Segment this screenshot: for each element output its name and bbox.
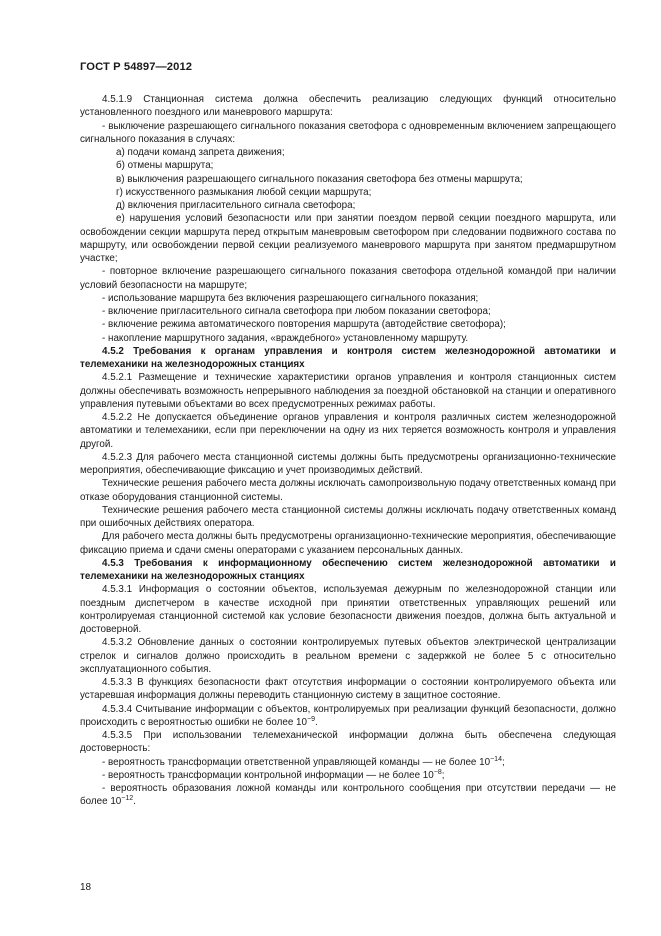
list-item-end: ; xyxy=(441,769,445,781)
sublist-item-e: е) нарушения условий безопасности или при занятии поездом первой секции поездного маршрута, или освобождении секции маршрута перед открытым маневровым светофором при следовании подвижного состава по маршруту, или освобождении первой секции реализуемого маневрового маршрута при занятом предмаршрутном участке; xyxy=(80,213,616,264)
list-item xyxy=(80,769,616,782)
sublist-item-b: б) отмены маршрута; xyxy=(116,160,214,172)
sublist-item-d: д) включения пригласительного сигнала светофора; xyxy=(116,200,356,211)
list-item-text: - вероятность образования ложной команды или контрольного сообщения при отсутствии передачи — не более 10 xyxy=(80,783,616,808)
paragraph-4-5-3-3: 4.5.3.3 В функциях безопасности факт отсутствия информации о состоянии контролируемого объекта или устаревшая информация должны переводить станционную систему в защитное состояние. xyxy=(80,677,616,702)
exponent: −8 xyxy=(433,768,442,776)
exponent: −9 xyxy=(306,715,315,723)
list-item xyxy=(80,782,616,809)
paragraph-text: 4.5.3.4 Считывание информации с объектов, контролируемых при реализации функций безопасности, должно происходить с вероятностью ошибки не более 10 xyxy=(80,703,616,728)
list-item-end: . xyxy=(133,796,136,808)
list-item: - включение режима автоматического повторения маршрута (автодействие светофора); xyxy=(102,319,506,331)
paragraph-end: . xyxy=(314,716,318,728)
paragraph-4-5-3-4 xyxy=(80,703,616,730)
list-item: - повторное включение разрешающего сигнального показания светофора отдельной командой при наличии условий безопасности на маршруте; xyxy=(80,266,616,291)
section-heading-4-5-3: 4.5.3 Требования к информационному обеспечению систем железнодорожной автоматики и телемеханики на железнодорожных станциях xyxy=(80,557,616,582)
sublist-item-g: г) искусственного размыкания любой секции маршрута; xyxy=(116,186,372,198)
list-item xyxy=(80,756,616,769)
paragraph: Технические решения рабочего места должны исключать самопроизвольную подачу ответственных команд при отказе оборудования станционной системы. xyxy=(80,478,616,503)
page-number: 18 xyxy=(80,882,92,893)
exponent: −14 xyxy=(490,755,502,763)
paragraph-4-5-3-5: 4.5.3.5 При использовании телемеханической информации должна быть обеспечена следующая достоверность: xyxy=(80,730,616,755)
document-body xyxy=(80,93,616,809)
paragraph-4-5-3-2: 4.5.3.2 Обновление данных о состоянии контролируемых путевых объектов электрической централизации стрелок и сигналов должно происходить в реальном времени с задержкой не более 5 с относительно эксплуатационного события. xyxy=(80,637,616,675)
document-header: ГОСТ Р 54897—2012 xyxy=(80,61,193,73)
list-item: - использование маршрута без включения разрешающего сигнального показания; xyxy=(102,292,479,304)
sublist-item-v: в) выключения разрешающего сигнального показания светофора без отмены маршрута; xyxy=(116,173,523,185)
paragraph-4-5-1-9: 4.5.1.9 Станционная система должна обеспечить реализацию следующих функций относительно установленного поездного или маневрового маршрута: xyxy=(80,94,616,119)
exponent: −12 xyxy=(121,795,134,803)
paragraph-4-5-3-1: 4.5.3.1 Информация о состоянии объектов, используемая дежурным по железнодорожной станции или поездным диспетчером в качестве исходной при принятии ответственных управляющих решений или контролируемая станционной системой как условие безопасности движения поездов, должна быть актуальной и достоверной. xyxy=(80,584,616,635)
list-item-end: ; xyxy=(501,756,505,768)
paragraph-4-5-2-1: 4.5.2.1 Размещение и технические характеристики органов управления и контроля станционных систем должны обеспечивать возможность непрерывного наблюдения за поездной обстановкой на станции и оперативного управления путевыми объектами во всех предусмотренных режимах работы. xyxy=(80,372,616,410)
paragraph: Технические решения рабочего места станционной системы должны исключать подачу ответственных команд при ошибочных действиях оператора. xyxy=(80,504,616,529)
list-item-text: - вероятность трансформации ответственной управляющей команды — не более 10 xyxy=(102,756,491,768)
list-item: - включение пригласительного сигнала светофора при любом показании светофора; xyxy=(102,306,491,317)
list-item: - выключение разрешающего сигнального показания светофора с одновременным включением запрещающего сигнального показания в случаях: xyxy=(80,120,616,145)
list-item: - накопление маршрутного задания, «враждебного» установленному маршруту. xyxy=(102,332,469,344)
paragraph: Для рабочего места должны быть предусмотрены организационно-технические мероприятия, обеспечивающие фиксацию приема и сдачи смены операторами с указанием персональных данных. xyxy=(80,531,616,556)
list-item-text: - вероятность трансформации контрольной информации — не более 10 xyxy=(102,769,434,781)
section-heading-4-5-2: 4.5.2 Требования к органам управления и контроля систем железнодорожной автоматики и телемеханики на железнодорожных станциях xyxy=(80,345,616,370)
paragraph-4-5-2-2: 4.5.2.2 Не допускается объединение органов управления и контроля различных систем железнодорожной автоматики и телемеханики, если при переключении на одну из них теряется возможность контроля и управления другой. xyxy=(80,412,616,450)
sublist-item-a: а) подачи команд запрета движения; xyxy=(116,147,285,158)
paragraph-4-5-2-3: 4.5.2.3 Для рабочего места станционной системы должны быть предусмотрены организационно-технические мероприятия, обеспечивающие фиксацию и учет производимых действий. xyxy=(80,451,616,476)
